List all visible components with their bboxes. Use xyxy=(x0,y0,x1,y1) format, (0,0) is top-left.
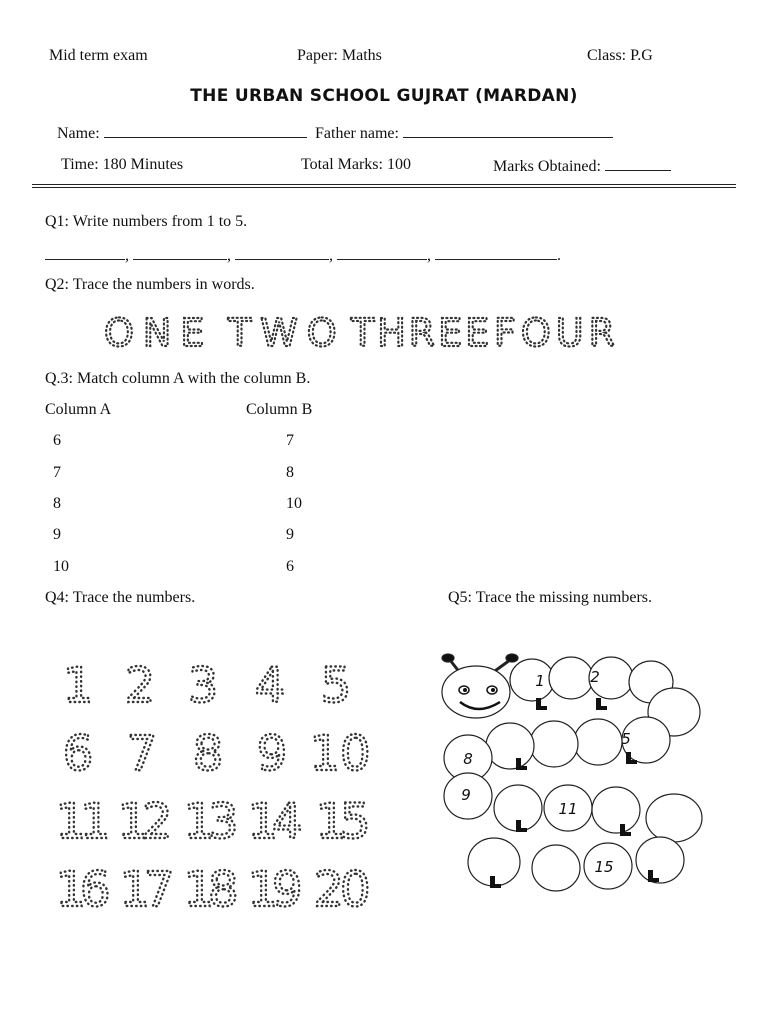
header-divider xyxy=(32,184,736,188)
traced-word-one: ONE xyxy=(104,311,214,355)
column-b-header: Column B xyxy=(246,401,313,418)
paper-subject: Paper: Maths xyxy=(297,47,382,64)
time-label: Time: 180 Minutes xyxy=(61,156,184,173)
segment-number: 11 xyxy=(558,800,578,818)
trace-digit: 3 xyxy=(187,658,219,714)
father-name-label: Father name: xyxy=(315,125,399,142)
column-a-item: 8 xyxy=(53,495,61,512)
body-segment xyxy=(636,837,684,883)
marks-obtained-blank xyxy=(605,156,671,171)
q4-text: Q4: Trace the numbers. xyxy=(45,589,196,606)
exam-title: Mid term exam xyxy=(49,47,148,64)
trace-digit: 1 xyxy=(62,658,94,714)
traced-words xyxy=(100,306,620,356)
trace-digit: 19 xyxy=(247,862,297,918)
trace-digit: 15 xyxy=(315,794,365,850)
trace-digit: 6 xyxy=(62,726,94,782)
trace-number-grid xyxy=(50,650,390,920)
trace-digit: 13 xyxy=(183,794,233,850)
segment-number: 2 xyxy=(590,668,600,686)
trace-digit: 8 xyxy=(192,726,224,782)
trace-digit: 9 xyxy=(256,726,288,782)
name-field xyxy=(57,123,307,143)
answer-blank xyxy=(337,245,427,260)
body-segment xyxy=(574,719,622,765)
column-b-item: 9 xyxy=(286,526,294,543)
antenna-tip xyxy=(506,654,518,662)
class-label: Class: P.G xyxy=(587,47,653,64)
body-segment xyxy=(530,721,578,767)
column-a-item: 10 xyxy=(53,558,69,575)
answer-blank xyxy=(235,245,329,260)
segment-number: 5 xyxy=(621,730,631,748)
traced-word-four: FOUR xyxy=(494,311,620,355)
marks-obtained-label: Marks Obtained: xyxy=(493,158,601,175)
column-a-item: 6 xyxy=(53,432,61,449)
name-blank xyxy=(104,123,307,138)
father-name-blank xyxy=(403,123,613,138)
body-segment xyxy=(510,659,554,701)
body-segment xyxy=(592,787,640,833)
segment-number: 9 xyxy=(461,786,471,804)
caterpillar-head xyxy=(442,666,510,718)
school-name: THE URBAN SCHOOL GUJRAT (MARDAN) xyxy=(190,86,578,106)
trace-digit: 16 xyxy=(55,862,105,918)
trace-digit: 17 xyxy=(119,862,169,918)
body-segment xyxy=(549,657,593,699)
trace-digit: 7 xyxy=(126,726,158,782)
q1-text: Q1: Write numbers from 1 to 5. xyxy=(45,213,248,230)
column-a-item: 9 xyxy=(53,526,61,543)
answer-blank xyxy=(133,245,227,260)
column-b-item: 10 xyxy=(286,495,302,512)
q5-text: Q5: Trace the missing numbers. xyxy=(448,589,652,606)
trace-digit: 2 xyxy=(124,658,156,714)
segment-number: 8 xyxy=(463,750,473,768)
answer-blank xyxy=(435,245,557,260)
column-a-item: 7 xyxy=(53,464,61,481)
body-segment xyxy=(486,723,534,769)
q1-answer-blanks: , , , , . xyxy=(45,245,561,265)
trace-digit: 18 xyxy=(183,862,233,918)
column-b-item: 7 xyxy=(286,432,294,449)
father-name-field xyxy=(315,123,613,143)
trace-digit: 10 xyxy=(309,726,371,782)
marks-obtained-field xyxy=(493,156,671,176)
column-b-item: 6 xyxy=(286,558,294,575)
q3-text: Q.3: Match column A with the column B. xyxy=(45,370,311,387)
q2-text: Q2: Trace the numbers in words. xyxy=(45,276,255,293)
trace-digit: 20 xyxy=(313,862,367,918)
body-segment xyxy=(532,845,580,891)
segment-number: 1 xyxy=(535,672,545,690)
traced-word-two: TWO xyxy=(228,311,346,355)
answer-blank xyxy=(45,245,125,260)
trace-digit: 4 xyxy=(254,658,286,714)
column-a-header: Column A xyxy=(45,401,112,418)
column-b-item: 8 xyxy=(286,464,294,481)
antenna-tip xyxy=(442,654,454,662)
total-marks: Total Marks: 100 xyxy=(301,156,411,173)
traced-word-three: THREE xyxy=(351,311,493,355)
trace-digit: 5 xyxy=(320,658,352,714)
segment-number: 15 xyxy=(594,858,614,876)
trace-digit: 12 xyxy=(117,794,167,850)
trace-digit: 11 xyxy=(55,794,105,850)
body-segment xyxy=(646,794,702,842)
caterpillar-illustration xyxy=(430,650,720,900)
name-label: Name: xyxy=(57,125,100,142)
trace-digit: 14 xyxy=(247,794,297,850)
